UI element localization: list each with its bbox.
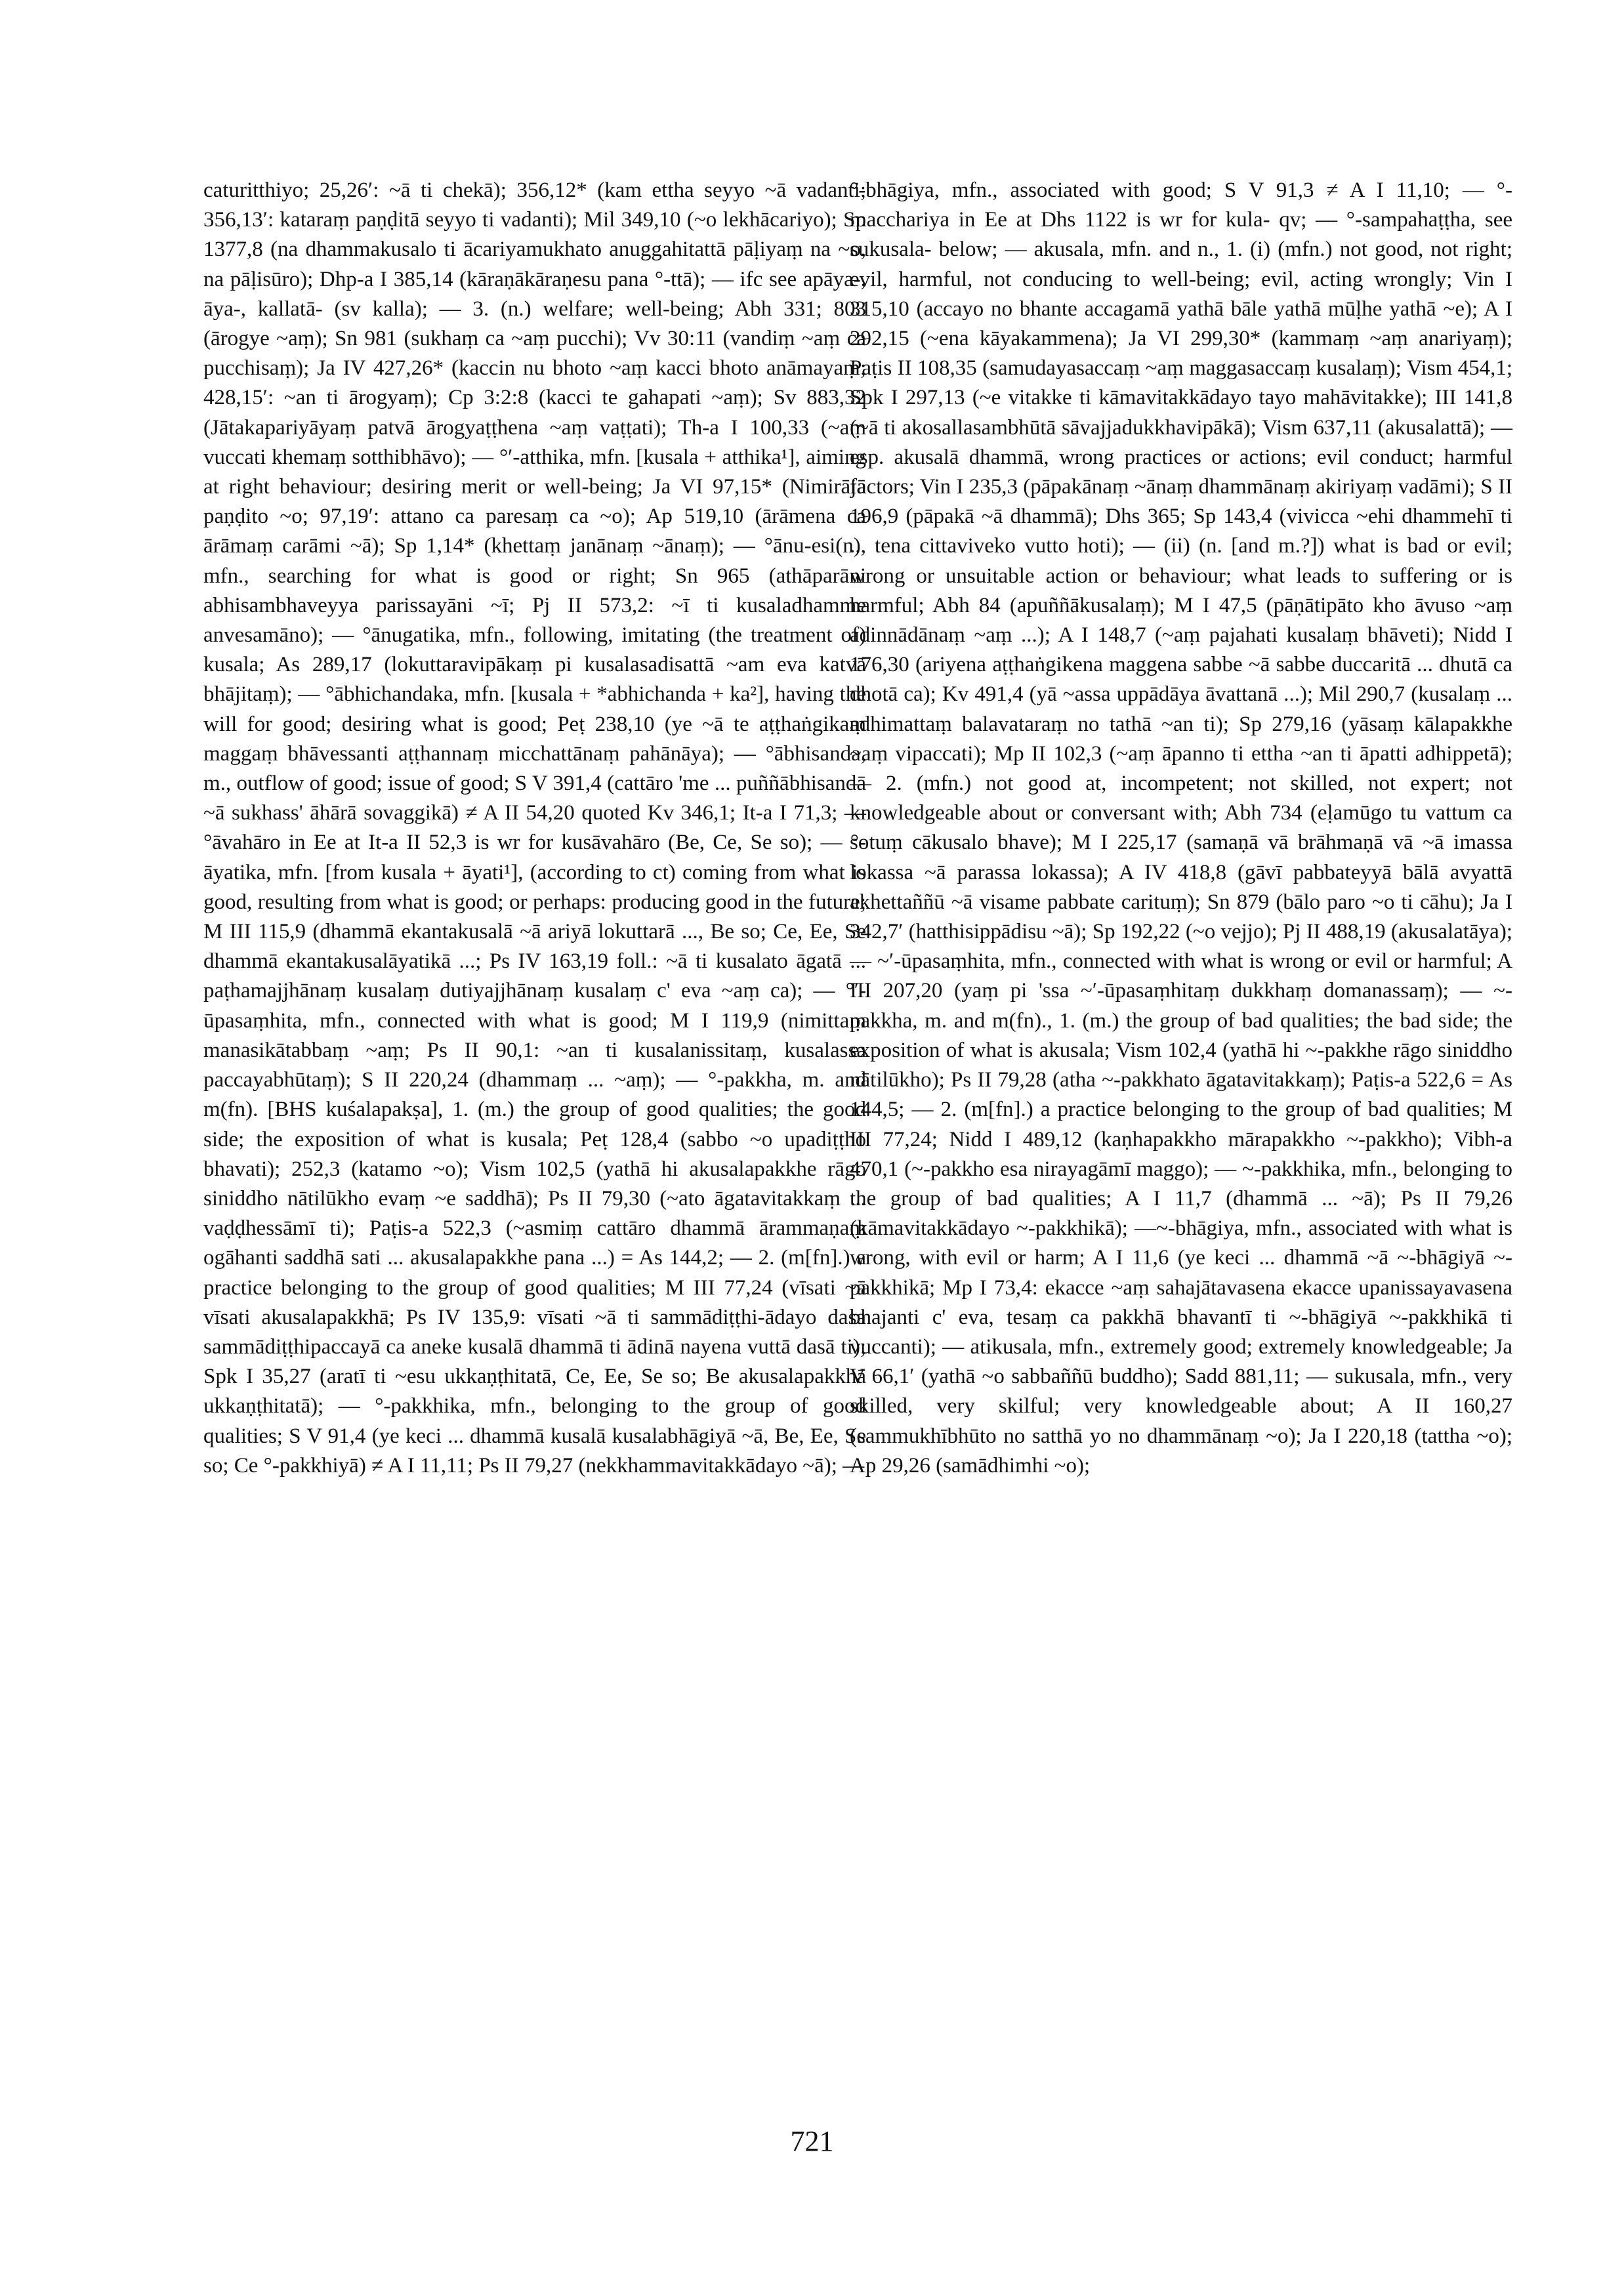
right-column (850, 176, 1512, 1481)
left-column-text: caturitthiyo; 25,26ʹ: ~ā ti chekā); 356,12* (kam ettha seyyo ~ā vadanti; 356,13ʹ: kataraṃ paṇḍitā seyyo ti vadanti); Mil 349,10 (~o lekhācariyo); Sp 1377,8 (na dhammakusalo ti ācariyamukhato anuggahitattā pāḷiyaṃ na ~o, na pāḷisūro); Dhp-a I 385,14 (kāraṇākāraṇesu pana °-ttā); — ifc see apāya-, āya-, kallatā- (sv kalla); — 3. (n.) welfare; well-being; Abh 331; 803 (ārogye ~aṃ); Sn 981 (sukhaṃ ca ~aṃ pucchi); Vv 30:11 (vandiṃ ~aṃ ca pucchisaṃ); Ja IV 427,26* (kaccin nu bhoto ~aṃ kacci bhoto anāmayaṃ; 428,15ʹ: ~an ti ārogyaṃ); Cp 3:2:8 (kacci te gahapati ~aṃ); Sv 883,32 (Jātakapariyāyaṃ patvā ārogyaṭṭhena ~aṃ vaṭṭati); Th-a I 100,33 (~aṃ vuccati khemaṃ sotthibhāvo); — °ʹ-atthika, mfn. [kusala + atthika¹], aiming at right behaviour; desiring merit or well-being; Ja VI 97,15* (Nimirājā paṇḍito ~o; 97,19ʹ: attano ca paresaṃ ca ~o); Ap 519,10 (ārāmena ca ārāmaṃ carāmi ~ā); Sp 1,14* (khettaṃ janānaṃ ~ānaṃ); — °ānu-esi(n), mfn., searching for what is good or right; Sn 965 (athāparāni abhisambhaveyya parissayāni ~ī; Pj II 573,2: ~ī ti kusaladhamme anvesamāno); — °ānugatika, mfn., following, imitating (the treatment of) kusala; As 289,17 (lokuttaravipākaṃ pi kusalasadisattā ~am eva katvā bhājitaṃ); — °ābhichandaka, mfn. [kusala + *abhichanda + ka²], having the will for good; desiring what is good; Peṭ 238,10 (ye ~ā te aṭṭhaṅgikaṃ maggaṃ bhāvessanti aṭṭhannaṃ micchattānaṃ pahānāya); — °ābhisanda, m., outflow of good; issue of good; S V 391,4 (cattāro 'me ... puññābhisandā ~ā sukhass' āhārā sovaggikā) ≠ A II 54,20 quoted Kv 346,1; It-a I 71,3; — °āvahāro in Ee at It-a II 52,3 is wr for kusāvahāro (Be, Ce, Se so); — °-āyatika, mfn. [from kusala + āyati¹], (according to ct) coming from what is good, resulting from what is good; or perhaps: producing good in the future; M III 115,9 (dhammā ekantakusalā ~ā ariyā lokuttarā ..., Be so; Ce, Ee, Se dhammā ekantakusalāyatikā ...; Ps IV 163,19 foll.: ~ā ti kusalato āgatā ... paṭhamajjhānaṃ kusalaṃ dutiyajjhānaṃ kusalaṃ c' eva ~aṃ ca); — °ʹ-ūpasaṃhita, mfn., connected with what is good; M I 119,9 (nimittaṃ manasikātabbaṃ ~aṃ; Ps II 90,1: ~an ti kusalanissitaṃ, kusalassa paccayabhūtaṃ); S II 220,24 (dhammaṃ ... ~aṃ); — °-pakkha, m. and m(fn). [BHS kuśalapakṣa], 1. (m.) the group of good qualities; the good side; the exposition of what is kusala; Peṭ 128,4 (sabbo ~o upadiṭṭho bhavati); 252,3 (katamo ~o); Vism 102,5 (yathā hi akusalapakkhe rāgo siniddho nātilūkho evaṃ ~e saddhā); Ps II 79,30 (~ato āgatavitakkaṃ ... vaḍḍhessāmī ti); Paṭis-a 522,3 (~asmiṃ cattāro dhammā ārammaṇaṃ ogāhanti saddhā sati ... akusalapakkhe pana ...) = As 144,2; — 2. (m[fn].) a practice belonging to the group of good qualities; M III 77,24 (vīsati ~ā vīsati akusalapakkhā; Ps IV 135,9: vīsati ~ā ti sammādiṭṭhi-ādayo dasa sammādiṭṭhipaccayā ca aneke kusalā dhammā ti ādinā nayena vuttā dasā ti); Spk I 35,27 (aratī ti ~esu ukkaṇṭhitatā, Ce, Ee, Se so; Be akusalapakkhā ukkaṇṭhitatā); — °-pakkhika, mfn., belonging to the group of good qualities; S V 91,4 (ye keci ... dhammā kusalā kusalabhāgiyā ~ā, Be, Ee, Se so; Ce °-pakkhiyā) ≠ A I 11,11; Ps II 79,27 (nekkhammavitakkādayo ~ā); — (203, 178, 866, 1478)
page-number-footer (0, 2124, 1624, 2158)
page-number: 721 (790, 2125, 834, 2157)
left-column (203, 176, 866, 1481)
right-column-text: °-bhāgiya, mfn., associated with good; S V 91,3 ≠ A I 11,10; — °-macchariya in Ee at Dhs 1122 is wr for kula- qv; — °-sampahaṭṭha, see sukusala- below; — akusala, mfn. and n., 1. (i) (mfn.) not good, not right; evil, harmful, not conducing to well-being; evil, acting wrongly; Vin I 315,10 (accayo no bhante accagamā yathā bāle yathā mūḷhe yathā ~e); A I 292,15 (~ena kāyakammena); Ja VI 299,30* (kammaṃ ~aṃ anariyaṃ); Paṭis II 108,35 (samudayasaccaṃ ~aṃ maggasaccaṃ kusalaṃ); Vism 454,1; Spk I 297,13 (~e vitakke ti kāmavitakkādayo tayo mahāvitakke); III 141,8 (~ā ti akosallasambhūtā sāvajjadukkhavipākā); Vism 637,11 (akusalattā); — esp. akusalā dhammā, wrong practices or actions; evil conduct; harmful factors; Vin I 235,3 (pāpakānaṃ ~ānaṃ dhammānaṃ akiriyaṃ vadāmi); S II 196,9 (pāpakā ~ā dhammā); Dhs 365; Sp 143,4 (vivicca ~ehi dhammehī ti ... tena cittaviveko vutto hoti); — (ii) (n. [and m.?]) what is bad or evil; wrong or unsuitable action or behaviour; what leads to suffering or is harmful; Abh 84 (apuññākusalaṃ); M I 47,5 (pāṇātipāto kho āvuso ~aṃ adinnādānaṃ ~aṃ ...); A I 148,7 (~aṃ pajahati kusalaṃ bhāveti); Nidd I 176,30 (ariyena aṭṭhaṅgikena maggena sabbe ~ā sabbe duccaritā ... dhutā ca dhotā ca); Kv 491,4 (yā ~assa uppādāya āvattanā ...); Mil 290,7 (kusalaṃ ... adhimattaṃ balavataraṃ no tathā ~an ti); Sp 279,16 (yāsaṃ kālapakkhe ~aṃ vipaccati); Mp II 102,3 (~aṃ āpanno ti ettha ~an ti āpatti adhippetā); — 2. (mfn.) not good at, incompetent; not skilled, not expert; not knowledgeable about or conversant with; Abh 734 (eḷamūgo tu vattum ca sotuṃ cākusalo bhave); M I 225,17 (samaṇā vā brāhmaṇā vā ~ā imassa lokassa ~ā parassa lokassa); A IV 418,8 (gāvī pabbateyyā bālā avyattā akhettaññū ~ā visame pabbate carituṃ); Sn 879 (bālo paro ~o ti cāhu); Ja I 342,7ʹ (hatthisippādisu ~ā); Sp 192,22 (~o vejjo); Pj II 488,19 (akusalatāya); — ~ʹ-ūpasaṃhita, mfn., connected with what is wrong or evil or harmful; A III 207,20 (yaṃ pi 'ssa ~ʹ-ūpasaṃhitaṃ dukkhaṃ domanassaṃ); — ~-pakkha, m. and m(fn)., 1. (m.) the group of bad qualities; the bad side; the exposition of what is akusala; Vism 102,4 (yathā hi ~-pakkhe rāgo siniddho nātilūkho); Ps II 79,28 (atha ~-pakkhato āgatavitakkaṃ); Paṭis-a 522,6 = As 144,5; — 2. (m[fn].) a practice belonging to the group of bad qualities; M III 77,24; Nidd I 489,12 (kaṇhapakkho mārapakkho ~-pakkho); Vibh-a 470,1 (~-pakkho esa nirayagāmī maggo); — ~-pakkhika, mfn., belonging to the group of bad qualities; A I 11,7 (dhammā ... ~ā); Ps II 79,26 (kāmavitakkādayo ~-pakkhikā); —~-bhāgiya, mfn., associated with what is wrong, with evil or harm; A I 11,6 (ye keci ... dhammā ~ā ~-bhāgiyā ~-pakkhikā; Mp I 73,4: ekacce ~aṃ sahajātavasena ekacce upanissayavasena bhajanti c' eva, tesaṃ ca pakkhā bhavantī ti ~-bhāgiyā ~-pakkhikā ti vuccanti); — atikusala, mfn., extremely good; extremely knowledgeable; Ja V 66,1ʹ (yathā ~o sabbaññū buddho); Sadd 881,11; — sukusala, mfn., very skilled, very skilful; very knowledgeable about; A II 160,27 (sammukhībhūto no satthā yo no dhammānaṃ ~o); Ja I 220,18 (tattha ~o); Ap 29,26 (samādhimhi ~o); (850, 178, 1512, 1478)
